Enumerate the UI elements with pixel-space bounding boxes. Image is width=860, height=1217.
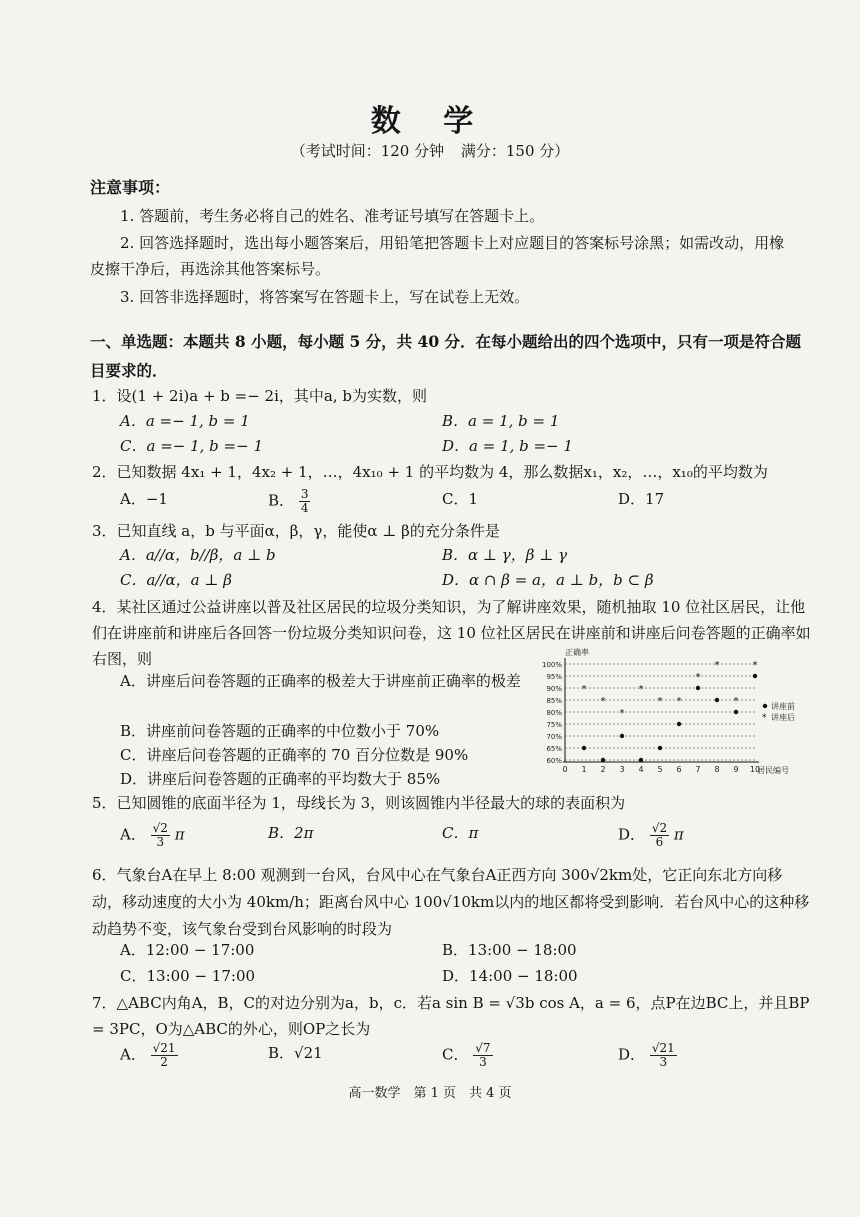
chart-point-before	[753, 674, 757, 678]
q5-d-denominator: 6	[655, 835, 664, 849]
chart-x-tick-label: 10	[749, 765, 761, 774]
chart-point-before	[601, 758, 605, 762]
q2-option-b-fraction	[299, 488, 311, 515]
question-7-stem: 7．△ABC内角A，B，C的对边分别为a，b，c．若a sin B = √3b cos A，a = 6，点P在边BC上，并且BP = 3PC，O为△ABC的外心，则OP之长为	[92, 994, 810, 1038]
chart-y-tick-label: 100%	[541, 661, 562, 669]
chart-x-tick-label: 0	[562, 765, 568, 774]
q2-b-denominator: 4	[300, 501, 309, 515]
chart-point-before	[677, 722, 681, 726]
chart-point-before	[582, 746, 586, 750]
chart-point-after: *	[733, 696, 739, 707]
q6-option-c: C．13:00 − 17:00	[120, 967, 256, 985]
q7-a-denominator: 2	[160, 1055, 168, 1069]
q1-option-b: B．a = 1, b = 1	[442, 412, 560, 430]
chart-x-tick-label: 6	[676, 765, 682, 774]
chart-y-tick-label: 85%	[546, 697, 562, 705]
q6-option-b: B．13:00 − 18:00	[442, 941, 577, 959]
question-6-stem: 6．气象台A在早上 8:00 观测到一台风，台风中心在气象台A正西方向 300√2km处，它正向东北方向移动，移动速度的大小为 40km/h；距离台风中心 100√10km以内的地区都将受到影响．若台风中心的这种移动趋势不变，该气象台受到台风影响的时段为	[92, 866, 810, 938]
chart-point-after: *	[657, 696, 663, 707]
q7-option-c-label: C．	[442, 1045, 469, 1064]
chart-point-before	[696, 686, 700, 690]
question-1-stem: 1．设(1 + 2i)a + b =− 2i，其中a, b为实数，则	[92, 387, 427, 405]
q5-d-numerator: √2	[651, 821, 668, 835]
q5-a-numerator: √2	[152, 821, 168, 835]
chart-point-after: *	[676, 696, 682, 707]
question-6-options-row-1	[120, 939, 810, 963]
chart-y-tick-label: 95%	[546, 673, 562, 681]
q2-option-d: D．17	[618, 490, 665, 508]
q1-option-c: C．a =− 1, b =− 1	[120, 437, 263, 455]
q5-option-d-fraction	[650, 822, 669, 849]
q3-option-b: B．α ⊥ γ，β ⊥ γ	[442, 546, 568, 564]
chart-y-tick-label: 80%	[546, 709, 562, 717]
chart-x-tick-label: 8	[714, 765, 720, 774]
q6-option-d: D．14:00 − 18:00	[442, 967, 578, 985]
chart-point-before	[715, 698, 719, 702]
chart-x-tick-label: 7	[695, 765, 701, 774]
exam-score: 满分：150 分）	[460, 142, 570, 160]
q7-c-numerator: √7	[475, 1041, 491, 1055]
legend-marker-after: *	[762, 713, 767, 723]
question-1-options-row-1	[120, 410, 810, 434]
chart-x-tick-label: 1	[581, 765, 587, 774]
question-6-options-row-2	[120, 965, 810, 989]
legend-marker-before	[763, 704, 767, 708]
chart-y-tick-label: 90%	[546, 685, 562, 693]
chart-point-before	[658, 746, 662, 750]
chart-point-after: *	[638, 684, 644, 695]
q5-a-pi: π	[174, 825, 185, 844]
q5-option-c: C．π	[442, 824, 479, 842]
chart-point-after: *	[695, 672, 701, 683]
chart-y-tick-label: 70%	[546, 733, 562, 741]
q5-option-a-label: A．	[120, 825, 146, 844]
q4-option-d: D．讲座后问卷答题的正确率的平均数大于 85%	[120, 770, 441, 788]
question-2-stem: 2．已知数据 4x₁ + 1，4x₂ + 1，…，4x₁₀ + 1 的平均数为 4，那么数据x₁，x₂，…，x₁₀的平均数为	[92, 463, 768, 481]
q7-option-d-label: D．	[618, 1045, 646, 1064]
chart-y-tick-label: 60%	[546, 757, 562, 765]
q2-b-numerator: 3	[300, 487, 309, 501]
chart-x-tick-label: 9	[733, 765, 739, 774]
q5-option-a-fraction	[151, 822, 170, 849]
q2-option-c: C．1	[442, 490, 479, 508]
chart-point-before	[639, 758, 643, 762]
question-1-options-row-2	[120, 435, 810, 459]
q4-option-c: C．讲座后问卷答题的正确率的 70 百分位数是 90%	[120, 746, 469, 764]
question-7-options	[120, 1042, 810, 1076]
chart-grid	[542, 658, 760, 774]
q7-a-numerator: √21	[152, 1041, 176, 1055]
q5-d-pi: π	[673, 825, 684, 844]
q3-option-d: D．α ∩ β = a，a ⊥ b，b ⊂ β	[442, 571, 654, 589]
exam-info	[0, 140, 860, 161]
q7-option-a-label: A．	[120, 1045, 146, 1064]
notice-item-2: 2. 回答选择题时，选出每小题答案后，用铅笔把答题卡上对应题目的答案标号涂黑；如需改动，用橡皮擦干净后，再选涂其他答案标号。	[90, 234, 785, 278]
q5-option-d-label: D．	[618, 825, 646, 844]
chart-y-tick-label: 75%	[546, 721, 562, 729]
chart-x-tick-label: 5	[657, 765, 663, 774]
question-5-options	[120, 822, 810, 856]
page-title: 数 学	[370, 104, 490, 139]
chart-xlabel: 居民编号	[757, 766, 789, 775]
q7-option-d-fraction	[650, 1042, 677, 1069]
question-3-options-row-2	[120, 569, 810, 593]
notice-item-1: 1. 答题前，考生务必将自己的姓名、准考证号填写在答题卡上。	[120, 207, 545, 225]
q7-option-b: B．√21	[268, 1044, 323, 1062]
chart-x-tick-label: 4	[638, 765, 644, 774]
q5-option-b: B．2π	[268, 824, 314, 842]
chart-point-after: *	[619, 708, 625, 719]
chart-ylabel: 正确率	[565, 648, 589, 657]
q5-option-a	[120, 822, 185, 849]
chart-point-after: *	[714, 660, 720, 671]
question-4-stem: 4．某社区通过公益讲座以普及社区居民的垃圾分类知识，为了解讲座效果，随机抽取 10 位社区居民，让他们在讲座前和讲座后各回答一份垃圾分类知识问卷，这 10 位社区居民在讲座前和讲座后问卷答题的正确率如右图，则	[92, 598, 811, 668]
q5-option-d	[618, 822, 684, 849]
chart-point-before	[620, 734, 624, 738]
q3-option-c: C．a//α，a ⊥ β	[120, 571, 232, 589]
q7-c-denominator: 3	[479, 1055, 487, 1069]
q4-option-a: A．讲座后问卷答题的正确率的极差大于讲座前正确率的极差	[120, 672, 521, 690]
q7-d-numerator: √21	[651, 1041, 675, 1055]
q7-option-a	[120, 1042, 178, 1069]
chart-point-after: *	[581, 684, 587, 695]
q7-option-d	[618, 1042, 677, 1069]
chart-x-tick-label: 3	[619, 765, 625, 774]
q7-option-a-fraction	[151, 1042, 178, 1069]
legend-label-before: 讲座前	[771, 702, 795, 711]
notice-title: 注意事项：	[90, 178, 171, 197]
q4-option-b: B．讲座前问卷答题的正确率的中位数小于 70%	[120, 722, 440, 740]
q7-option-c-fraction	[473, 1042, 492, 1069]
question-3-stem: 3．已知直线 a，b 与平面α，β，γ，能使α ⊥ β的充分条件是	[92, 522, 500, 540]
chart-point-after: *	[752, 660, 758, 671]
chart-point-after: *	[600, 696, 606, 707]
chart-legend	[762, 701, 795, 723]
question-5-stem: 5．已知圆锥的底面半径为 1，母线长为 3，则该圆锥内半径最大的球的表面积为	[92, 794, 626, 812]
q2-option-a: A．−1	[120, 490, 168, 508]
chart-x-tick-label: 2	[600, 765, 606, 774]
q3-option-a: A．a//α，b//β，a ⊥ b	[120, 546, 276, 564]
q2-option-b-label: B．	[268, 491, 295, 510]
exam-time: （考试时间：120 分钟	[290, 142, 445, 160]
q7-d-denominator: 3	[659, 1055, 668, 1069]
q5-a-denominator: 3	[156, 835, 165, 849]
accuracy-scatter-chart	[535, 646, 800, 781]
q1-option-d: D．a = 1, b =− 1	[442, 437, 573, 455]
legend-label-after: 讲座后	[771, 713, 795, 722]
q6-option-a: A．12:00 − 17:00	[120, 941, 255, 959]
q1-option-a: A．a =− 1, b = 1	[120, 412, 250, 430]
page-footer: 高一数学 第 1 页 共 4 页	[348, 1086, 512, 1101]
chart-point-before	[734, 710, 738, 714]
chart-y-tick-label: 65%	[546, 745, 562, 753]
question-2-options	[120, 488, 810, 518]
question-3-options-row-1	[120, 544, 810, 568]
notice-item-3: 3. 回答非选择题时，将答案写在答题卡上，写在试卷上无效。	[120, 288, 530, 306]
chart-points	[582, 660, 758, 762]
section-heading: 一、单选题：本题共 8 小题，每小题 5 分，共 40 分．在每小题给出的四个选项中，只有一项是符合题目要求的．	[90, 332, 802, 380]
q2-option-b	[268, 488, 310, 515]
q7-option-c	[442, 1042, 493, 1069]
